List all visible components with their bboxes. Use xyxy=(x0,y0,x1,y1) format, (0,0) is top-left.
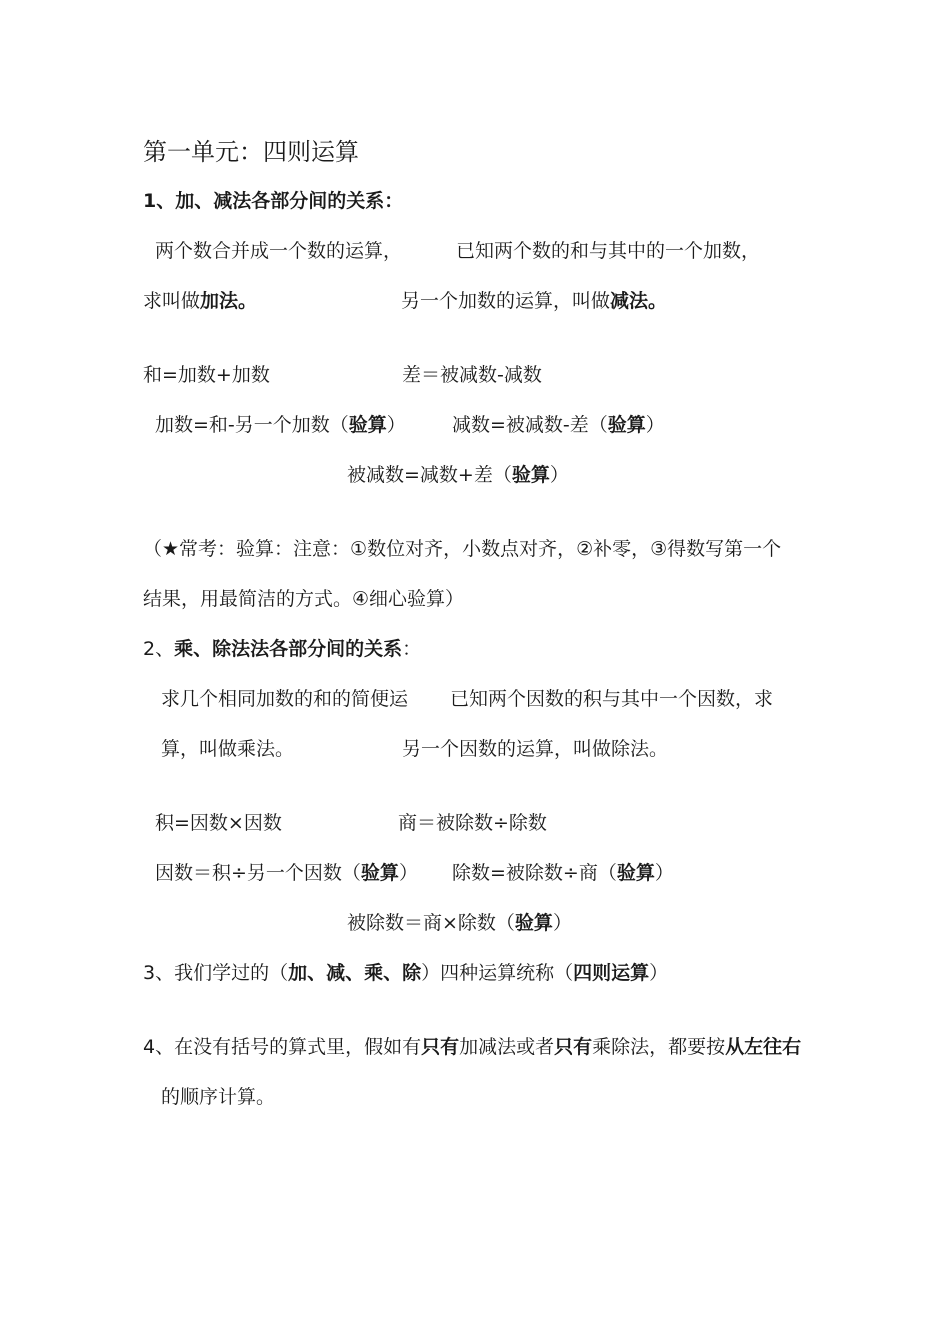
four-operations-term: 四则运算 xyxy=(573,962,650,984)
formula-dividend-text: 被除数＝商×除数（ xyxy=(347,912,515,934)
closing-paren: ） xyxy=(552,912,572,934)
section-4-statement-line-2: 的顺序计算。 xyxy=(161,1086,276,1108)
formula-quotient: 商＝被除数÷除数 xyxy=(398,812,547,834)
closing-paren: ） xyxy=(398,862,418,884)
section-2-number: 2、 xyxy=(143,638,175,660)
verify-label: 验算 xyxy=(607,414,646,436)
only-term: 只有 xyxy=(554,1036,593,1058)
formula-addend xyxy=(155,412,406,438)
formula-minuend-text: 被减数=减数+差（ xyxy=(347,464,512,486)
subtraction-term: 减法。 xyxy=(610,290,668,312)
section-4-text: 乘除法，都要按 xyxy=(592,1036,726,1058)
section-4-text: 加减法或者 xyxy=(459,1036,555,1058)
section-1-heading xyxy=(143,188,403,214)
verify-label: 验算 xyxy=(514,912,553,934)
subtraction-definition-text: 另一个加数的运算，叫做 xyxy=(401,290,611,312)
addition-term: 加法。 xyxy=(200,290,258,312)
division-definition-line-1: 已知两个因数的积与其中一个因数，求 xyxy=(450,688,774,710)
division-definition-line-2: 另一个因数的运算，叫做除法。 xyxy=(402,738,669,760)
addition-definition-line-2 xyxy=(143,288,257,314)
left-to-right-term: 从左往右 xyxy=(725,1036,802,1058)
addition-definition-text: 求叫做 xyxy=(143,290,201,312)
verify-label: 验算 xyxy=(348,414,387,436)
exam-note-line-1: （★常考：验算：注意：①数位对齐，小数点对齐，②补零，③得数写第一个 xyxy=(143,538,782,560)
formula-divisor xyxy=(452,860,674,886)
subtraction-definition-line-1: 已知两个数的和与其中的一个加数， xyxy=(456,240,761,262)
closing-paren: ） xyxy=(549,464,569,486)
closing-paren: ） xyxy=(386,414,406,436)
four-operations-list: 加、减、乘、除 xyxy=(288,962,422,984)
addition-definition-line-1: 两个数合并成一个数的运算， xyxy=(155,240,403,262)
formula-factor xyxy=(155,860,418,886)
formula-subtrahend-text: 减数=被减数-差（ xyxy=(452,414,608,436)
section-4-statement-line-1 xyxy=(143,1034,801,1060)
verify-label: 验算 xyxy=(360,862,399,884)
section-1-heading-text: 1、加、减法各部分间的关系： xyxy=(143,190,404,212)
section-3-statement xyxy=(143,960,668,986)
verify-label: 验算 xyxy=(511,464,550,486)
multiplication-definition-line-2: 算，叫做乘法。 xyxy=(161,738,295,760)
formula-subtrahend xyxy=(452,412,665,438)
section-4-text: 4、在没有括号的算式里，假如有 xyxy=(143,1036,422,1058)
closing-paren: ） xyxy=(645,414,665,436)
section-2-heading-text: 乘、除法法各部分间的关系 xyxy=(174,638,403,660)
only-term: 只有 xyxy=(421,1036,460,1058)
formula-product: 积=因数×因数 xyxy=(155,812,282,834)
verify-label: 验算 xyxy=(616,862,655,884)
exam-note-line-2: 结果，用最简洁的方式。④细心验算） xyxy=(143,588,465,610)
closing-paren: ） xyxy=(649,962,669,984)
formula-factor-text: 因数＝积÷另一个因数（ xyxy=(155,862,361,884)
section-2-heading xyxy=(143,636,421,662)
subtraction-definition-line-2 xyxy=(401,288,667,314)
formula-sum: 和=加数+加数 xyxy=(143,364,270,386)
section-3-text: ）四种运算统称（ xyxy=(421,962,574,984)
section-3-text: 3、我们学过的（ xyxy=(143,962,289,984)
formula-minuend xyxy=(347,462,569,488)
formula-difference: 差＝被减数-减数 xyxy=(402,364,542,386)
section-2-colon: ： xyxy=(402,638,422,660)
multiplication-definition-line-1: 求几个相同加数的和的简便运 xyxy=(161,688,409,710)
formula-dividend xyxy=(347,910,572,936)
page-title: 第一单元：四则运算 xyxy=(143,138,359,166)
formula-addend-text: 加数=和-另一个加数（ xyxy=(155,414,349,436)
formula-divisor-text: 除数=被除数÷商（ xyxy=(452,862,617,884)
closing-paren: ） xyxy=(654,862,674,884)
